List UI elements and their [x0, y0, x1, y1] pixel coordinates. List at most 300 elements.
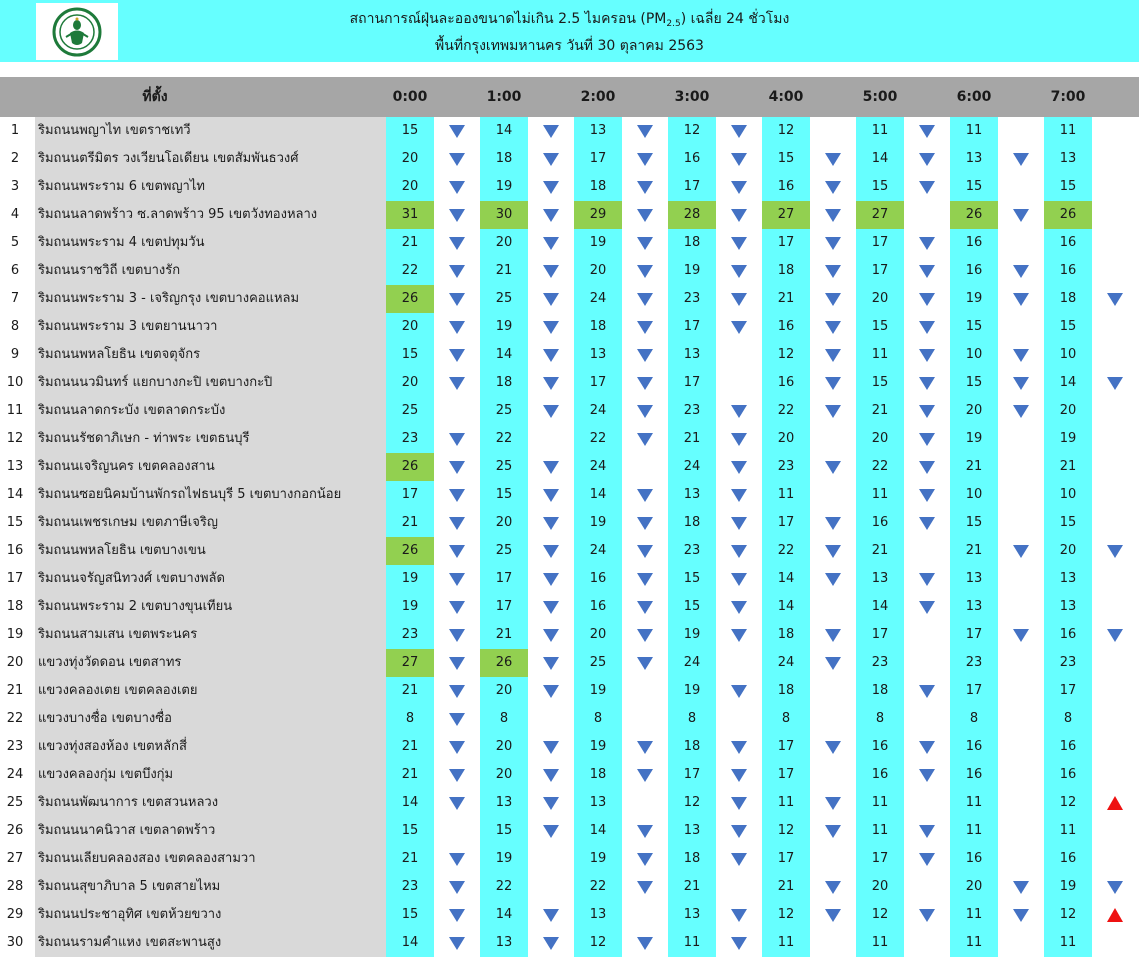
trend-down-icon	[543, 489, 559, 502]
pm25-value-cell: 15	[1044, 173, 1092, 201]
hour-column-header: 0:00	[392, 89, 428, 105]
pm25-value-cell: 13	[668, 481, 716, 509]
trend-down-icon	[637, 405, 653, 418]
trend-down-icon	[449, 153, 465, 166]
pm25-value-cell: 17	[1044, 677, 1092, 705]
location-cell: ริมถนนพระราม 3 เขตยานนาวา	[35, 313, 386, 341]
pm25-value-cell: 25	[386, 397, 434, 425]
pm25-value-cell: 14	[762, 593, 810, 621]
pm25-value-cell: 16	[950, 257, 998, 285]
trend-down-icon	[731, 125, 747, 138]
trend-down-icon	[919, 517, 935, 530]
pm25-value-cell: 20	[574, 621, 622, 649]
location-cell: ริมถนนซอยนิคมบ้านพักรถไฟธนบุรี 5 เขตบางกอกน้อย	[35, 481, 386, 509]
pm25-value-cell: 20	[856, 425, 904, 453]
pm25-value-cell: 11	[856, 817, 904, 845]
location-cell: ริมถนนพัฒนาการ เขตสวนหลวง	[35, 789, 386, 817]
pm25-value-cell: 17	[856, 845, 904, 873]
table-row	[0, 313, 1139, 341]
pm25-value-cell: 24	[574, 453, 622, 481]
pm25-value-cell: 28	[668, 201, 716, 229]
location-cell: ริมถนนลาดกระบัง เขตลาดกระบัง	[35, 397, 386, 425]
pm25-value-cell: 19	[668, 677, 716, 705]
trend-down-icon	[731, 909, 747, 922]
pm25-value-cell: 11	[950, 901, 998, 929]
trend-down-icon	[543, 601, 559, 614]
trend-down-icon	[449, 937, 465, 950]
pm25-value-cell: 13	[950, 565, 998, 593]
row-number: 12	[6, 431, 24, 446]
pm25-value-cell: 8	[386, 705, 434, 733]
trend-down-icon	[919, 153, 935, 166]
pm25-value-cell: 21	[386, 229, 434, 257]
pm25-value-cell: 20	[1044, 397, 1092, 425]
trend-down-icon	[543, 545, 559, 558]
trend-down-icon	[449, 685, 465, 698]
pm25-value-cell: 13	[950, 593, 998, 621]
row-number: 17	[6, 571, 24, 586]
trend-down-icon	[543, 321, 559, 334]
pm25-value-cell: 18	[762, 621, 810, 649]
hour-column-header: 2:00	[580, 89, 616, 105]
hour-column-header: 5:00	[862, 89, 898, 105]
location-cell: ริมถนนรัชดาภิเษก - ท่าพระ เขตธนบุรี	[35, 425, 386, 453]
pm25-value-cell: 23	[856, 649, 904, 677]
location-cell: แขวงทุ่งวัดดอน เขตสาทร	[35, 649, 386, 677]
pm25-value-cell: 15	[386, 341, 434, 369]
pm25-value-cell: 11	[762, 789, 810, 817]
trend-down-icon	[1013, 881, 1029, 894]
trend-down-icon	[919, 377, 935, 390]
trend-down-icon	[1013, 377, 1029, 390]
pm25-value-cell: 11	[762, 481, 810, 509]
table-row	[0, 621, 1139, 649]
trend-down-icon	[731, 461, 747, 474]
trend-down-icon	[1013, 293, 1029, 306]
trend-down-icon	[1013, 265, 1029, 278]
trend-down-icon	[543, 405, 559, 418]
trend-down-icon	[449, 713, 465, 726]
trend-down-icon	[731, 797, 747, 810]
trend-down-icon	[449, 797, 465, 810]
row-number: 30	[6, 935, 24, 950]
row-number: 8	[10, 319, 20, 334]
trend-down-icon	[543, 629, 559, 642]
pm25-value-cell: 21	[856, 397, 904, 425]
row-number: 3	[10, 179, 20, 194]
trend-down-icon	[543, 349, 559, 362]
pm25-value-cell: 16	[1044, 621, 1092, 649]
pm25-value-cell: 15	[1044, 509, 1092, 537]
pm25-value-cell: 17	[856, 621, 904, 649]
pm25-value-cell: 15	[856, 313, 904, 341]
pm25-value-cell: 19	[668, 257, 716, 285]
trend-down-icon	[731, 433, 747, 446]
trend-down-icon	[543, 461, 559, 474]
pm25-value-cell: 20	[480, 733, 528, 761]
trend-down-icon	[637, 657, 653, 670]
trend-down-icon	[637, 433, 653, 446]
pm25-value-cell: 18	[574, 173, 622, 201]
pm25-value-cell: 18	[480, 145, 528, 173]
pm25-value-cell: 22	[574, 425, 622, 453]
trend-down-icon	[731, 209, 747, 222]
row-number: 6	[10, 263, 20, 278]
pm25-value-cell: 15	[950, 369, 998, 397]
trend-down-icon	[449, 629, 465, 642]
pm25-value-cell: 23	[668, 397, 716, 425]
location-cell: ริมถนนพญาไท เขตราชเทวี	[35, 117, 386, 145]
location-cell: ริมถนนสุขาภิบาล 5 เขตสายไหม	[35, 873, 386, 901]
trend-down-icon	[637, 125, 653, 138]
row-number: 11	[6, 403, 24, 418]
table-row	[0, 789, 1139, 817]
location-cell: ริมถนนเลียบคลองสอง เขตคลองสามวา	[35, 845, 386, 873]
pm25-value-cell: 14	[480, 901, 528, 929]
trend-down-icon	[825, 321, 841, 334]
pm25-value-cell: 11	[668, 929, 716, 957]
table-row	[0, 649, 1139, 677]
trend-down-icon	[1013, 349, 1029, 362]
trend-down-icon	[1013, 629, 1029, 642]
pm25-value-cell: 23	[386, 873, 434, 901]
pm25-value-cell: 16	[950, 733, 998, 761]
trend-down-icon	[731, 601, 747, 614]
location-cell: ริมถนนพหลโยธิน เขตจตุจักร	[35, 341, 386, 369]
table-row	[0, 845, 1139, 873]
trend-down-icon	[731, 937, 747, 950]
trend-down-icon	[731, 573, 747, 586]
trend-down-icon	[731, 545, 747, 558]
location-cell: แขวงทุ่งสองห้อง เขตหลักสี่	[35, 733, 386, 761]
pm25-value-cell: 29	[574, 201, 622, 229]
trend-down-icon	[637, 629, 653, 642]
pm25-value-cell: 13	[574, 789, 622, 817]
pm25-value-cell: 11	[1044, 117, 1092, 145]
pm25-value-cell: 26	[386, 537, 434, 565]
trend-down-icon	[1107, 629, 1123, 642]
pm25-value-cell: 16	[856, 761, 904, 789]
pm25-value-cell: 22	[574, 873, 622, 901]
pm25-value-cell: 10	[1044, 341, 1092, 369]
table-row	[0, 901, 1139, 929]
page-title	[0, 8, 1139, 30]
trend-down-icon	[543, 937, 559, 950]
pm25-value-cell: 26	[950, 201, 998, 229]
pm25-value-cell: 21	[762, 873, 810, 901]
trend-down-icon	[1107, 293, 1123, 306]
pm25-value-cell: 22	[386, 257, 434, 285]
pm25-value-cell: 16	[1044, 257, 1092, 285]
trend-down-icon	[1107, 545, 1123, 558]
pm25-value-cell: 11	[950, 789, 998, 817]
row-number: 23	[6, 739, 24, 754]
trend-down-icon	[825, 909, 841, 922]
pm25-value-cell: 31	[386, 201, 434, 229]
pm25-value-cell: 23	[668, 285, 716, 313]
pm25-value-cell: 17	[762, 509, 810, 537]
pm25-value-cell: 11	[950, 929, 998, 957]
row-number: 18	[6, 599, 24, 614]
pm25-value-cell: 20	[480, 229, 528, 257]
pm25-value-cell: 18	[762, 677, 810, 705]
location-cell: ริมถนนราชวิถี เขตบางรัก	[35, 257, 386, 285]
pm25-value-cell: 20	[574, 257, 622, 285]
table-row	[0, 677, 1139, 705]
table-row	[0, 481, 1139, 509]
pm25-value-cell: 19	[480, 313, 528, 341]
trend-down-icon	[449, 265, 465, 278]
table-row	[0, 425, 1139, 453]
trend-down-icon	[919, 461, 935, 474]
pm25-value-cell: 21	[386, 733, 434, 761]
pm25-value-cell: 24	[574, 397, 622, 425]
pm25-value-cell: 23	[386, 621, 434, 649]
pm25-value-cell: 25	[480, 285, 528, 313]
pm25-value-cell: 15	[856, 173, 904, 201]
pm25-value-cell: 17	[668, 761, 716, 789]
pm25-value-cell: 17	[668, 369, 716, 397]
trend-down-icon	[637, 573, 653, 586]
pm25-value-cell: 20	[480, 761, 528, 789]
table-row	[0, 873, 1139, 901]
pm25-value-cell: 8	[1044, 705, 1092, 733]
pm25-value-cell: 12	[574, 929, 622, 957]
table-row	[0, 929, 1139, 957]
location-cell: แขวงคลองเตย เขตคลองเตย	[35, 677, 386, 705]
pm25-value-cell: 12	[762, 341, 810, 369]
pm25-value-cell: 12	[668, 117, 716, 145]
pm25-value-cell: 21	[762, 285, 810, 313]
trend-down-icon	[543, 377, 559, 390]
trend-down-icon	[449, 853, 465, 866]
pm25-value-cell: 16	[762, 369, 810, 397]
pm25-value-cell: 13	[1044, 145, 1092, 173]
trend-down-icon	[731, 685, 747, 698]
pm25-value-cell: 17	[668, 313, 716, 341]
pm25-value-cell: 14	[574, 481, 622, 509]
trend-down-icon	[919, 853, 935, 866]
pm25-value-cell: 17	[856, 229, 904, 257]
pm25-value-cell: 13	[856, 565, 904, 593]
pm25-value-cell: 12	[762, 901, 810, 929]
pm25-value-cell: 13	[668, 901, 716, 929]
table-row	[0, 341, 1139, 369]
location-cell: ริมถนนพระราม 3 - เจริญกรุง เขตบางคอแหลม	[35, 285, 386, 313]
trend-down-icon	[637, 153, 653, 166]
trend-down-icon	[1107, 881, 1123, 894]
pm25-value-cell: 11	[856, 929, 904, 957]
trend-down-icon	[825, 573, 841, 586]
trend-down-icon	[637, 209, 653, 222]
row-number: 10	[6, 375, 24, 390]
pm25-value-cell: 8	[480, 705, 528, 733]
row-number: 19	[6, 627, 24, 642]
pm25-value-cell: 17	[574, 145, 622, 173]
pm25-value-cell: 20	[386, 173, 434, 201]
pm25-value-cell: 14	[856, 593, 904, 621]
pm25-value-cell: 19	[480, 173, 528, 201]
row-number: 21	[6, 683, 24, 698]
trend-down-icon	[543, 181, 559, 194]
pm25-value-cell: 16	[1044, 733, 1092, 761]
location-cell: ริมถนนนาคนิวาส เขตลาดพร้าว	[35, 817, 386, 845]
trend-down-icon	[919, 349, 935, 362]
pm25-value-cell: 19	[950, 425, 998, 453]
pm25-value-cell: 16	[856, 733, 904, 761]
table-row	[0, 593, 1139, 621]
pm25-value-cell: 19	[574, 509, 622, 537]
location-column-header: ที่ตั้ง	[142, 89, 168, 105]
table-row	[0, 257, 1139, 285]
trend-down-icon	[543, 685, 559, 698]
trend-down-icon	[1013, 545, 1029, 558]
trend-down-icon	[449, 461, 465, 474]
pm25-value-cell: 15	[480, 817, 528, 845]
trend-down-icon	[637, 181, 653, 194]
row-number: 7	[10, 291, 20, 306]
pm25-value-cell: 15	[386, 117, 434, 145]
trend-down-icon	[449, 349, 465, 362]
trend-down-icon	[543, 153, 559, 166]
pm25-value-cell: 18	[1044, 285, 1092, 313]
trend-down-icon	[543, 237, 559, 250]
trend-down-icon	[637, 881, 653, 894]
pm25-value-cell: 23	[762, 453, 810, 481]
pm25-value-cell: 21	[386, 761, 434, 789]
table-row	[0, 173, 1139, 201]
pm25-value-cell: 11	[950, 117, 998, 145]
pm25-value-cell: 17	[762, 761, 810, 789]
pm25-value-cell: 14	[386, 789, 434, 817]
pm25-value-cell: 20	[950, 397, 998, 425]
pm25-value-cell: 13	[574, 341, 622, 369]
location-cell: ริมถนนตรีมิตร วงเวียนโอเดียน เขตสัมพันธวงศ์	[35, 145, 386, 173]
trend-down-icon	[543, 769, 559, 782]
pm25-value-cell: 18	[668, 845, 716, 873]
pm25-value-cell: 18	[574, 313, 622, 341]
trend-down-icon	[543, 909, 559, 922]
pm25-value-cell: 16	[1044, 229, 1092, 257]
table-row	[0, 761, 1139, 789]
trend-down-icon	[919, 601, 935, 614]
trend-down-icon	[449, 545, 465, 558]
trend-down-icon	[449, 181, 465, 194]
pm25-value-cell: 20	[386, 145, 434, 173]
pm25-value-cell: 11	[856, 341, 904, 369]
trend-down-icon	[637, 937, 653, 950]
trend-down-icon	[919, 237, 935, 250]
trend-down-icon	[731, 489, 747, 502]
pm25-value-cell: 26	[386, 453, 434, 481]
pm25-value-cell: 14	[480, 117, 528, 145]
pm25-value-cell: 23	[386, 425, 434, 453]
pm25-value-cell: 20	[856, 285, 904, 313]
pm25-value-cell: 17	[856, 257, 904, 285]
trend-down-icon	[449, 881, 465, 894]
trend-down-icon	[919, 405, 935, 418]
row-number: 24	[6, 767, 24, 782]
trend-down-icon	[1013, 153, 1029, 166]
pm25-value-cell: 11	[1044, 817, 1092, 845]
pm25-value-cell: 16	[762, 313, 810, 341]
row-number: 20	[6, 655, 24, 670]
pm25-value-cell: 17	[762, 229, 810, 257]
pm25-value-cell: 19	[386, 565, 434, 593]
pm25-value-cell: 19	[480, 845, 528, 873]
trend-down-icon	[731, 265, 747, 278]
title-line1-subscript: 2.5	[666, 19, 681, 29]
trend-down-icon	[731, 293, 747, 306]
pm25-value-cell: 13	[480, 929, 528, 957]
location-cell: ริมถนนจรัญสนิทวงศ์ เขตบางพลัด	[35, 565, 386, 593]
trend-down-icon	[731, 517, 747, 530]
trend-down-icon	[731, 321, 747, 334]
pm25-value-cell: 17	[386, 481, 434, 509]
trend-down-icon	[543, 825, 559, 838]
trend-down-icon	[637, 349, 653, 362]
trend-down-icon	[919, 825, 935, 838]
row-number: 5	[10, 235, 20, 250]
trend-up-icon	[1107, 796, 1123, 810]
trend-down-icon	[825, 349, 841, 362]
row-number: 4	[10, 207, 20, 222]
pm25-value-cell: 16	[574, 565, 622, 593]
pm25-value-cell: 26	[480, 649, 528, 677]
trend-down-icon	[543, 517, 559, 530]
row-number: 25	[6, 795, 24, 810]
pm25-value-cell: 12	[1044, 901, 1092, 929]
trend-down-icon	[637, 517, 653, 530]
trend-down-icon	[919, 293, 935, 306]
trend-down-icon	[919, 125, 935, 138]
pm25-value-cell: 19	[668, 621, 716, 649]
pm25-value-cell: 11	[1044, 929, 1092, 957]
pm25-value-cell: 14	[856, 145, 904, 173]
trend-down-icon	[731, 405, 747, 418]
trend-down-icon	[637, 769, 653, 782]
table-body	[0, 117, 1139, 957]
pm25-value-cell: 22	[480, 873, 528, 901]
trend-down-icon	[919, 685, 935, 698]
trend-down-icon	[543, 209, 559, 222]
trend-down-icon	[919, 573, 935, 586]
trend-down-icon	[543, 293, 559, 306]
row-number: 14	[6, 487, 24, 502]
pm25-value-cell: 24	[574, 537, 622, 565]
trend-down-icon	[731, 153, 747, 166]
header-banner	[0, 0, 1139, 62]
pm25-value-cell: 17	[762, 733, 810, 761]
trend-down-icon	[825, 797, 841, 810]
pm25-value-cell: 13	[950, 145, 998, 173]
trend-down-icon	[449, 769, 465, 782]
hour-column-header: 6:00	[956, 89, 992, 105]
row-number: 28	[6, 879, 24, 894]
table-header	[0, 77, 1139, 117]
row-number: 26	[6, 823, 24, 838]
pm25-value-cell: 11	[762, 929, 810, 957]
trend-down-icon	[825, 657, 841, 670]
trend-down-icon	[825, 405, 841, 418]
location-cell: ริมถนนพหลโยธิน เขตบางเขน	[35, 537, 386, 565]
pm25-value-cell: 15	[950, 509, 998, 537]
trend-down-icon	[731, 853, 747, 866]
pm25-value-cell: 17	[574, 369, 622, 397]
trend-down-icon	[825, 545, 841, 558]
pm25-value-cell: 23	[950, 649, 998, 677]
pm25-value-cell: 10	[1044, 481, 1092, 509]
